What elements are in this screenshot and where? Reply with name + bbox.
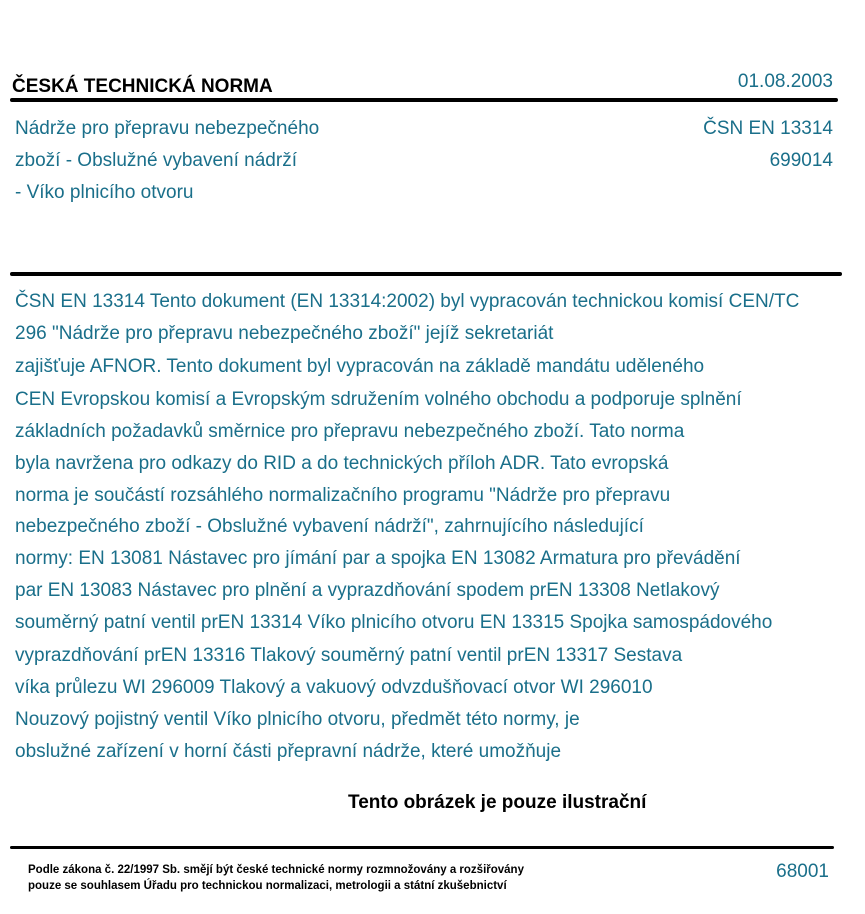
body-line: normy: EN 13081 Nástavec pro jímání par a spojka EN 13082 Armatura pro převádění [15,548,741,569]
body-line: víka průlezu WI 296009 Tlakový a vakuový odvzdušňovací otvor WI 296010 [15,677,653,698]
body-line: zajišťuje AFNOR. Tento dokument byl vypracován na základě mandátu uděleného [15,356,705,377]
illustration-disclaimer: Tento obrázek je pouze ilustrační [348,792,647,813]
body-line: CEN Evropskou komisí a Evropským sdružením volného obchodu a podporuje splnění [15,389,742,410]
body-line: souměrný patní ventil prEN 13314 Víko plnicího otvoru EN 13315 Spojka samospádového [15,612,773,633]
norm-class-number: 699014 [769,150,833,171]
title-divider [10,272,842,276]
document-title-line-2: zboží - Obslužné vybavení nádrží [15,150,297,171]
body-line: Nouzový pojistný ventil Víko plnicího otvoru, předmět této normy, je [15,709,580,730]
norm-date: 01.08.2003 [737,71,833,92]
body-line: byla navržena pro odkazy do RID a do technických příloh ADR. Tato evropská [15,453,669,474]
norm-code: ČSN EN 13314 [703,118,833,139]
body-line: par EN 13083 Nástavec pro plnění a vyprazdňování spodem prEN 13308 Netlakový [15,580,720,601]
footer-legal-line-1: Podle zákona č. 22/1997 Sb. smějí být české technické normy rozmnožovány a rozšiřovány [28,864,524,876]
body-line: vyprazdňování prEN 13316 Tlakový souměrný patní ventil prEN 13317 Sestava [15,645,683,666]
body-line: norma je součástí rozsáhlého normalizačního programu "Nádrže pro přepravu [15,485,671,506]
footer-catalog-number: 68001 [776,861,829,882]
document-title-line-3: - Víko plnicího otvoru [15,182,194,203]
header-divider [10,98,838,102]
body-line: ČSN EN 13314 Tento dokument (EN 13314:2002) byl vypracován technickou komisí CEN/TC [15,291,800,312]
body-line: 296 "Nádrže pro přepravu nebezpečného zboží" jejíž sekretariát [15,323,554,344]
body-line: nebezpečného zboží - Obslužné vybavení nádrží", zahrnujícího následující [15,516,644,537]
norm-header-title: ČESKÁ TECHNICKÁ NORMA [12,76,273,97]
body-line: obslužné zařízení v horní části přepravní nádrže, které umožňuje [15,741,562,762]
footer-legal-line-2: pouze se souhlasem Úřadu pro technickou normalizaci, metrologii a státní zkušebnictví [28,880,507,892]
document-title-line-1: Nádrže pro přepravu nebezpečného [15,118,320,139]
body-line: základních požadavků směrnice pro přepravu nebezpečného zboží. Tato norma [15,421,685,442]
footer-divider [10,846,834,849]
